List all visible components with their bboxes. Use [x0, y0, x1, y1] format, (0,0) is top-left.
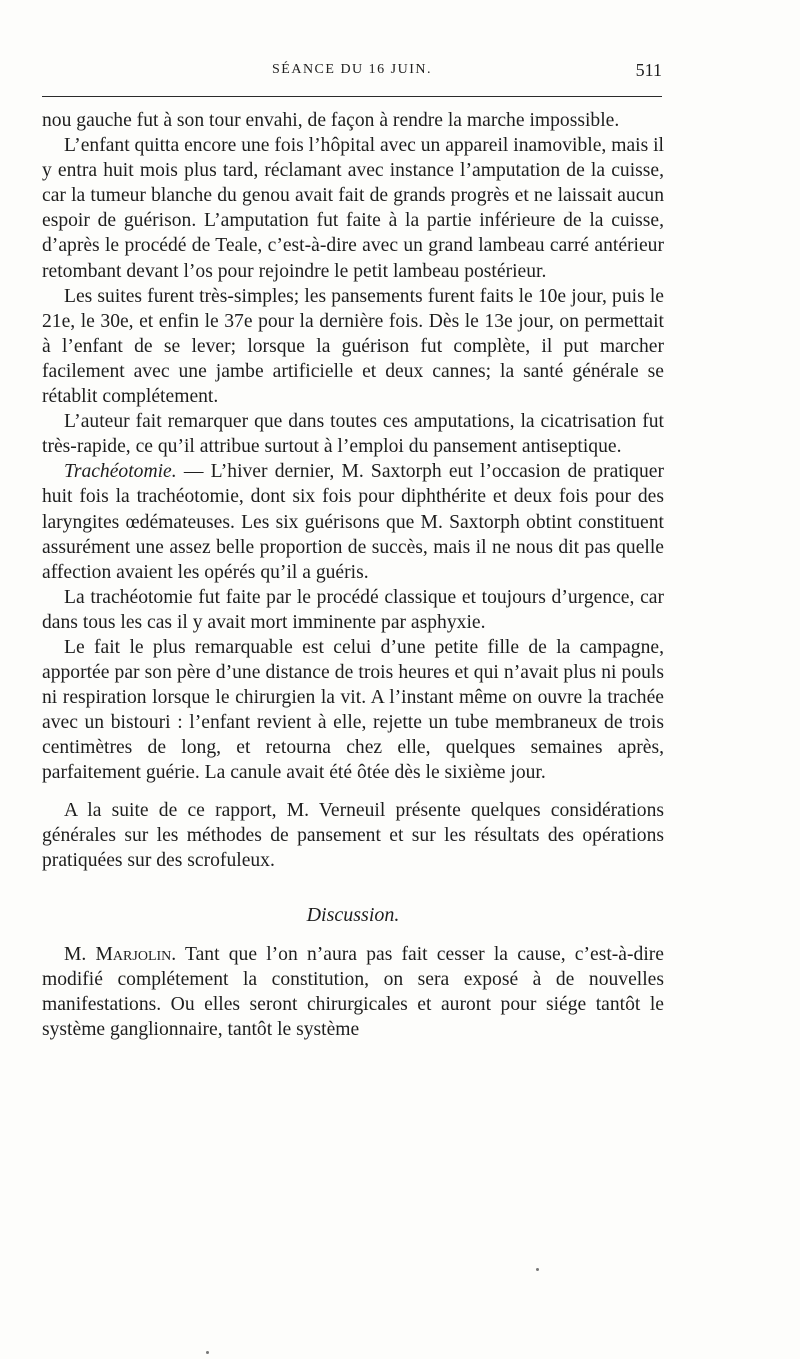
- subsection-title: Trachéotomie.: [64, 461, 177, 483]
- paragraph-text: — L’hiver dernier, M. Saxtorph eut l’occasion de pratiquer huit fois la trachéotomie, dont six fois pour diphthérite et deux fois pour des laryngites œdémateuses. Les six guérisons que M. Saxtorph obtint constituent assurément une assez belle proportion de succès, mais il ne nous dit pas quelle affection avaient les opérés qu’il a guéris.: [42, 461, 664, 583]
- paragraph: L’enfant quitta encore une fois l’hôpital avec un appareil inamovible, mais il y entra huit mois plus tard, réclamant avec instance l’amputation de la cuisse, car la tumeur blanche du genou avait fait de grands progrès et ne laissait aucun espoir de guérison. L’amputation fut faite à la partie inférieure de la cuisse, d’après le procédé de Teale, c’est-à-dire avec un grand lambeau carré antérieur retombant devant l’os pour rejoindre le petit lambeau postérieur.: [42, 135, 664, 282]
- section-title-discussion: Discussion.: [306, 903, 400, 926]
- paragraph: L’auteur fait remarquer que dans toutes ces amputations, la cicatrisation fut très-rapide, ce qu’il attribue surtout à l’emploi du pansement antiseptique.: [42, 411, 664, 458]
- page-number: 511: [635, 60, 662, 80]
- speaker-name: M. Marjolin.: [64, 943, 177, 965]
- header-rule: [42, 96, 662, 97]
- paragraph: Les suites furent très-simples; les pansements furent faits le 10e jour, puis le 21e, le 30e, et enfin le 37e pour la dernière fois. Dès le 13e jour, on permettait à l’enfant de se lever; lorsque la guérison fut complète, il put marcher facilement avec une jambe artificielle et deux cannes; la santé générale se rétablit complétement.: [42, 285, 664, 408]
- body-text: [42, 108, 664, 1042]
- paragraph: A la suite de ce rapport, M. Verneuil présente quelques considérations générales sur les méthodes de pansement et sur les résultats des opérations pratiquées sur des scrofuleux.: [42, 799, 664, 871]
- scan-speck: [536, 1268, 539, 1271]
- paragraph: La trachéotomie fut faite par le procédé classique et toujours d’urgence, car dans tous les cas il y avait mort imminente par asphyxie.: [42, 586, 664, 633]
- paragraph-text: Tant que l’on n’aura pas fait cesser la cause, c’est-à-dire modifié complétement la constitution, on sera exposé à de nouvelles manifestations. Ou elles seront chirurgicales et auront pour siége tantôt le système ganglionnaire, tantôt le système: [42, 943, 664, 1041]
- scan-speck: [206, 1351, 209, 1354]
- paragraph-continued: nou gauche fut à son tour envahi, de façon à rendre la marche impossible.: [42, 110, 620, 131]
- paragraph: Le fait le plus remarquable est celui d’une petite fille de la campagne, apportée par son père d’une distance de trois heures et qui n’avait plus ni pouls ni respiration lorsque le chirurgien la vit. A l’instant même on ouvre la trachée avec un bistouri : l’enfant revient à elle, rejette un tube membraneux de trois centimètres de long, et retourna chez elle, quelques semaines après, parfaitement guérie. La canule avait été ôtée dès le sixième jour.: [42, 636, 664, 784]
- paragraph-tracheotomie: [42, 459, 664, 584]
- page-header: [42, 62, 662, 84]
- running-head: SÉANCE DU 16 JUIN.: [272, 62, 432, 77]
- paragraph-marjolin: [42, 942, 664, 1042]
